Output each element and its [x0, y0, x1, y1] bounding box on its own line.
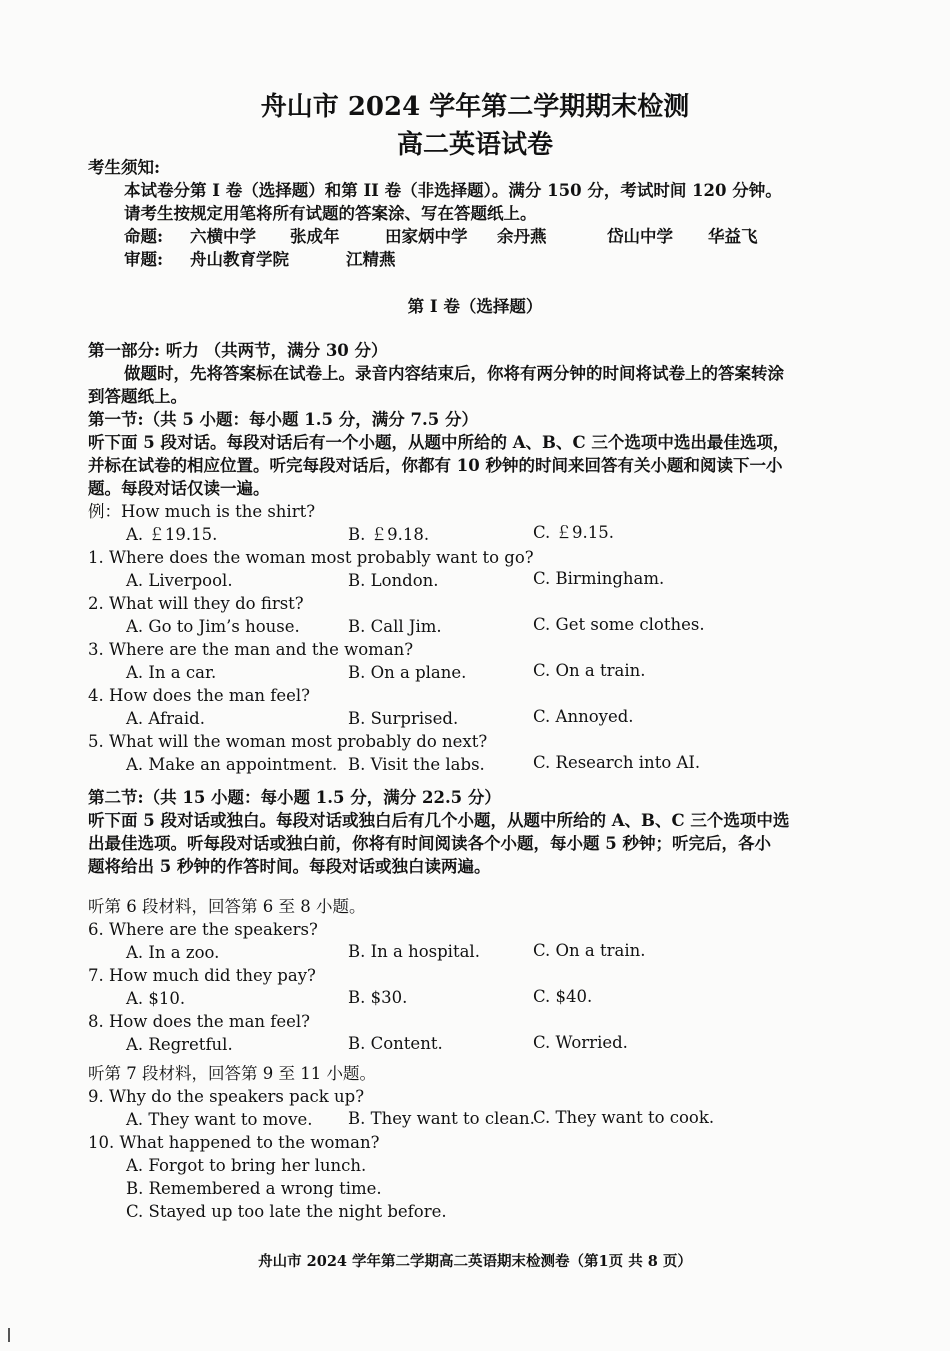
option-c: C. On a train.: [533, 661, 646, 680]
option-b: B. Call Jim.: [348, 617, 442, 636]
option-c: C. Birmingham.: [533, 569, 665, 588]
option-b: B. Visit the labs.: [348, 755, 485, 774]
reviewer-school: 舟山教育学院: [190, 250, 289, 269]
option-b: B. They want to clean.: [348, 1109, 535, 1128]
reviewer-name: 江精燕: [346, 250, 396, 269]
authors-label: 命题:: [124, 227, 164, 246]
option-a: A. Afraid.: [126, 709, 205, 728]
question: 9. Why do the speakers pack up?: [88, 1087, 365, 1106]
option-b: B. ￡9.18.: [348, 525, 430, 544]
scan-mark: [8, 1328, 10, 1342]
option-b: B. In a hospital.: [348, 942, 480, 961]
part1-instruction: 到答题纸上。: [88, 387, 187, 406]
volume-title: 第 I 卷（选择题）: [407, 297, 543, 316]
option-a: A. In a car.: [126, 663, 217, 682]
section1-instruction: 听下面 5 段对话。每段对话后有一个小题，从题中所给的 A、B、C 三个选项中选出最佳选项，: [88, 433, 790, 452]
option-c: C. $40.: [533, 987, 593, 1006]
option-a: A. They want to move.: [126, 1110, 313, 1129]
material-heading: 听第 7 段材料，回答第 9 至 11 小题。: [88, 1064, 376, 1083]
option-a: A. $10.: [126, 989, 186, 1008]
option-c: C. Stayed up too late the night before.: [126, 1202, 447, 1221]
author-school: 田家炳中学: [385, 227, 468, 246]
option-a: A. Liverpool.: [126, 571, 233, 590]
question: 5. What will the woman most probably do next?: [88, 732, 488, 751]
option-b: B. London.: [348, 571, 439, 590]
section1-instruction: 并标在试卷的相应位置。听完每段对话后，你都有 10 秒钟的时间来回答有关小题和阅读下一小: [88, 456, 783, 475]
option-b: B. $30.: [348, 988, 408, 1007]
option-c: C. Annoyed.: [533, 707, 634, 726]
option-c: C. Get some clothes.: [533, 615, 705, 634]
option-a: A. Regretful.: [126, 1035, 233, 1054]
option-c: C. They want to cook.: [533, 1108, 715, 1127]
author-school: 六横中学: [190, 227, 256, 246]
material-heading: 听第 6 段材料，回答第 6 至 8 小题。: [88, 897, 366, 916]
page-footer: 舟山市 2024 学年第二学期高二英语期末检测卷（第1页 共 8 页）: [258, 1253, 692, 1270]
question: 4. How does the man feel?: [88, 686, 311, 705]
part1-instruction: 做题时，先将答案标在试卷上。录音内容结束后，你将有两分钟的时间将试卷上的答案转涂: [124, 364, 784, 383]
section1-heading: 第一节:（共 5 小题：每小题 1.5 分，满分 7.5 分）: [88, 410, 478, 429]
question: 7. How much did they pay?: [88, 966, 316, 985]
option-a: A. ￡19.15.: [126, 525, 218, 544]
example-question: 例：How much is the shirt?: [88, 502, 316, 521]
question: 6. Where are the speakers?: [88, 920, 318, 939]
notice-line2: 请考生按规定用笔将所有试题的答案涂、写在答题纸上。: [124, 204, 537, 223]
option-c: C. On a train.: [533, 941, 646, 960]
section1-instruction: 题。每段对话仅读一遍。: [88, 479, 270, 498]
exam-title: 舟山市 2024 学年第二学期期末检测: [260, 92, 690, 122]
author-name: 余丹燕: [497, 227, 547, 246]
question: 2. What will they do first?: [88, 594, 304, 613]
reviewer-label: 审题:: [124, 250, 164, 269]
question: 3. Where are the man and the woman?: [88, 640, 414, 659]
option-c: C. ￡9.15.: [533, 523, 615, 542]
option-b: B. Remembered a wrong time.: [126, 1179, 382, 1198]
notice-line1: 本试卷分第 I 卷（选择题）和第 II 卷（非选择题）。满分 150 分，考试时间 120 分钟。: [124, 181, 782, 200]
exam-subtitle: 高二英语试卷: [396, 130, 553, 160]
section2-instruction: 听下面 5 段对话或独白。每段对话或独白后有几个小题，从题中所给的 A、B、C 三个选项中选: [88, 811, 790, 830]
author-name: 华益飞: [708, 227, 758, 246]
option-b: B. Content.: [348, 1034, 443, 1053]
question: 10. What happened to the woman?: [88, 1133, 380, 1152]
option-a: A. Go to Jim’s house.: [126, 617, 300, 636]
notice-heading: 考生须知:: [88, 158, 161, 177]
question: 1. Where does the woman most probably want to go?: [88, 548, 534, 567]
option-c: C. Worried.: [533, 1033, 628, 1052]
section2-instruction: 出最佳选项。听每段对话或独白前，你将有时间阅读各个小题，每小题 5 秒钟；听完后，各小: [88, 834, 771, 853]
option-b: B. On a plane.: [348, 663, 467, 682]
section2-instruction: 题将给出 5 秒钟的作答时间。每段对话或独白读两遍。: [88, 857, 491, 876]
option-c: C. Research into AI.: [533, 753, 701, 772]
option-a: A. Forgot to bring her lunch.: [126, 1156, 367, 1175]
question: 8. How does the man feel?: [88, 1012, 311, 1031]
author-school: 岱山中学: [607, 227, 673, 246]
option-a: A. Make an appointment.: [126, 755, 338, 774]
option-b: B. Surprised.: [348, 709, 459, 728]
option-a: A. In a zoo.: [126, 943, 220, 962]
author-name: 张成年: [290, 227, 340, 246]
part1-heading: 第一部分: 听力 （共两节，满分 30 分）: [88, 341, 388, 360]
section2-heading: 第二节:（共 15 小题：每小题 1.5 分，满分 22.5 分）: [88, 788, 501, 807]
